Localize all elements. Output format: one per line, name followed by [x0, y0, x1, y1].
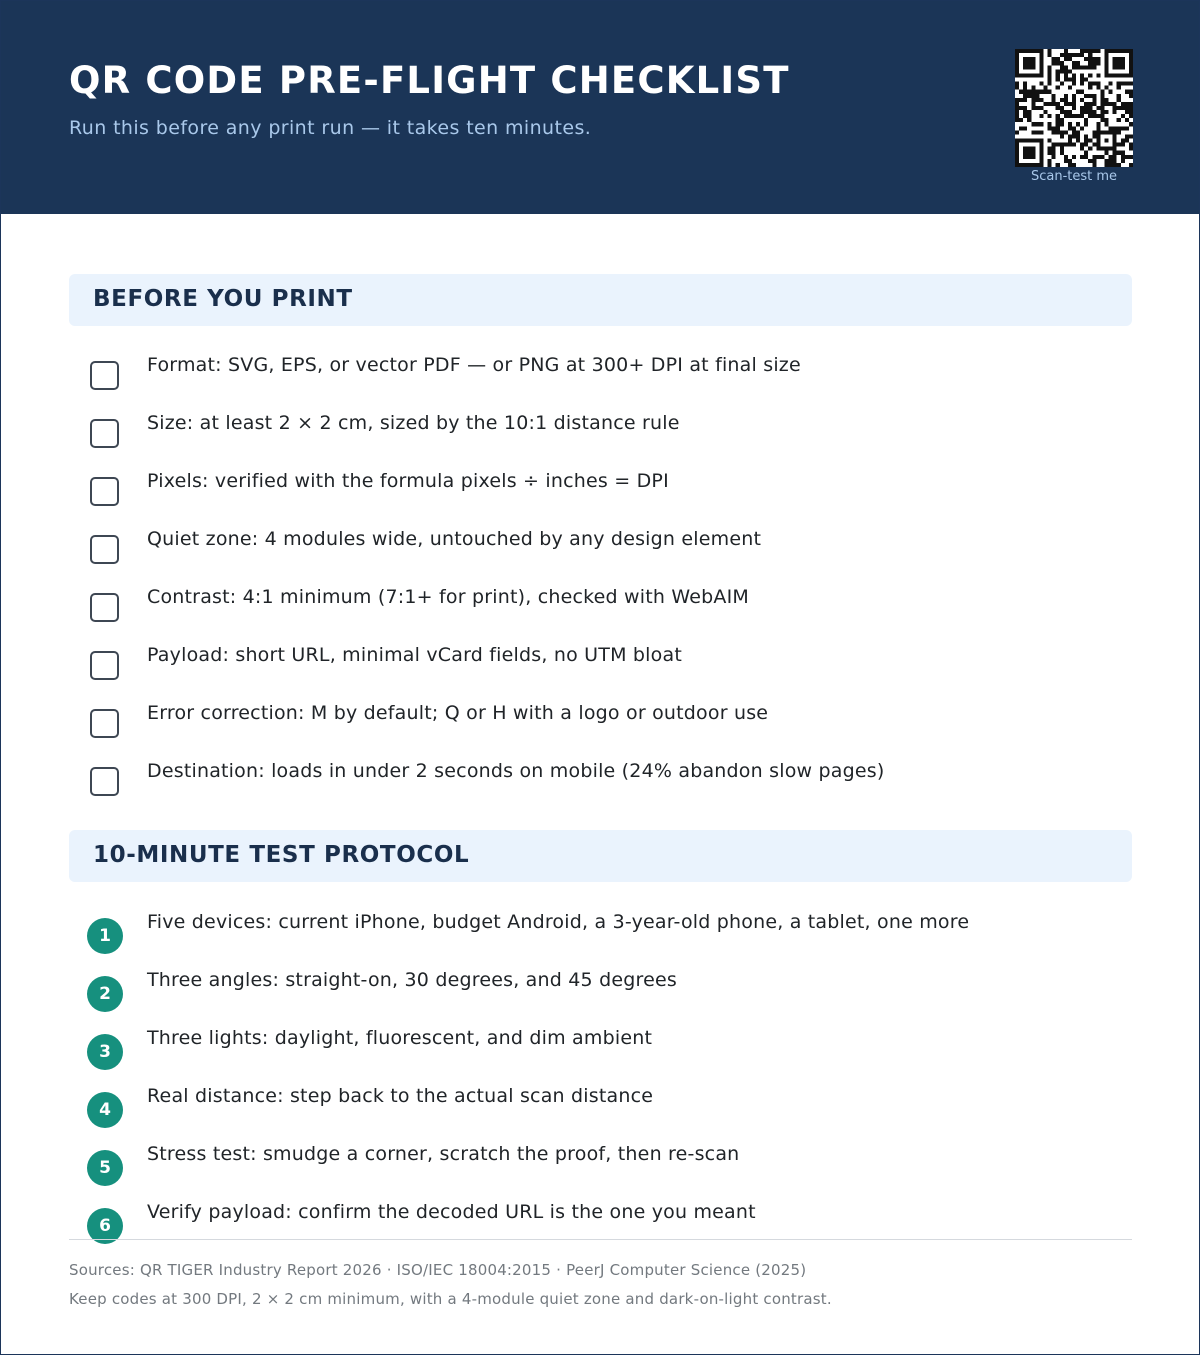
- test-steps: [69, 909, 1132, 1257]
- checklist-item: [69, 700, 1132, 758]
- test-step-text: Three lights: daylight, fluorescent, and dim ambient: [147, 1027, 653, 1049]
- checkbox[interactable]: [90, 477, 119, 506]
- footer-divider: [69, 1239, 1132, 1240]
- test-step-text: Real distance: step back to the actual scan distance: [147, 1085, 654, 1107]
- checkbox[interactable]: [90, 361, 119, 390]
- step-number-badge: 3: [87, 1034, 123, 1070]
- test-step-text: Five devices: current iPhone, budget Android, a 3-year-old phone, a tablet, one more: [147, 911, 970, 933]
- checkbox[interactable]: [90, 767, 119, 796]
- checklist-item: [69, 758, 1132, 816]
- checklist-item: [69, 526, 1132, 584]
- test-step-text: Stress test: smudge a corner, scratch the proof, then re-scan: [147, 1143, 740, 1165]
- footer-note: Keep codes at 300 DPI, 2 × 2 cm minimum, with a 4-module quiet zone and dark-on-light contrast.: [69, 1290, 832, 1308]
- header-banner: [1, 1, 1199, 214]
- checklist-item: [69, 468, 1132, 526]
- checklist-item: [69, 410, 1132, 468]
- checklist-item: [69, 352, 1132, 410]
- checklist-item-text: Error correction: M by default; Q or H with a logo or outdoor use: [147, 702, 769, 724]
- page-title: QR CODE PRE-FLIGHT CHECKLIST: [69, 59, 790, 102]
- section-before-you-print: [69, 274, 1132, 326]
- checkbox[interactable]: [90, 593, 119, 622]
- section-heading: 10-MINUTE TEST PROTOCOL: [93, 842, 470, 868]
- section-test-protocol: [69, 830, 1132, 882]
- test-step-text: Three angles: straight-on, 30 degrees, and 45 degrees: [147, 969, 677, 991]
- qr-caption: Scan-test me: [1030, 169, 1118, 184]
- test-step: [69, 1025, 1132, 1083]
- checkbox[interactable]: [90, 651, 119, 680]
- test-step: [69, 909, 1132, 967]
- step-number-badge: 2: [87, 976, 123, 1012]
- checklist-item-text: Pixels: verified with the formula pixels ÷ inches = DPI: [147, 470, 669, 492]
- qr-code-icon: [1015, 49, 1133, 167]
- test-step-text: Verify payload: confirm the decoded URL is the one you meant: [147, 1201, 756, 1223]
- checklist: [69, 352, 1132, 816]
- page-subtitle: Run this before any print run — it takes ten minutes.: [69, 117, 592, 139]
- test-step: [69, 1083, 1132, 1141]
- step-number-badge: 6: [87, 1208, 123, 1244]
- checklist-item-text: Format: SVG, EPS, or vector PDF — or PNG at 300+ DPI at final size: [147, 354, 801, 376]
- checkbox[interactable]: [90, 709, 119, 738]
- checklist-item-text: Size: at least 2 × 2 cm, sized by the 10:1 distance rule: [147, 412, 680, 434]
- checklist-item-text: Destination: loads in under 2 seconds on mobile (24% abandon slow pages): [147, 760, 885, 782]
- section-heading: BEFORE YOU PRINT: [93, 286, 353, 312]
- step-number-badge: 1: [87, 918, 123, 954]
- test-step: [69, 1199, 1132, 1257]
- footer-sources: Sources: QR TIGER Industry Report 2026 · ISO/IEC 18004:2015 · PeerJ Computer Science (2025): [69, 1261, 807, 1279]
- checklist-item: [69, 642, 1132, 700]
- checkbox[interactable]: [90, 419, 119, 448]
- checklist-item-text: Payload: short URL, minimal vCard fields, no UTM bloat: [147, 644, 682, 666]
- test-step: [69, 967, 1132, 1025]
- checklist-item-text: Quiet zone: 4 modules wide, untouched by any design element: [147, 528, 762, 550]
- step-number-badge: 4: [87, 1092, 123, 1128]
- checkbox[interactable]: [90, 535, 119, 564]
- checklist-item: [69, 584, 1132, 642]
- step-number-badge: 5: [87, 1150, 123, 1186]
- checklist-item-text: Contrast: 4:1 minimum (7:1+ for print), checked with WebAIM: [147, 586, 750, 608]
- test-step: [69, 1141, 1132, 1199]
